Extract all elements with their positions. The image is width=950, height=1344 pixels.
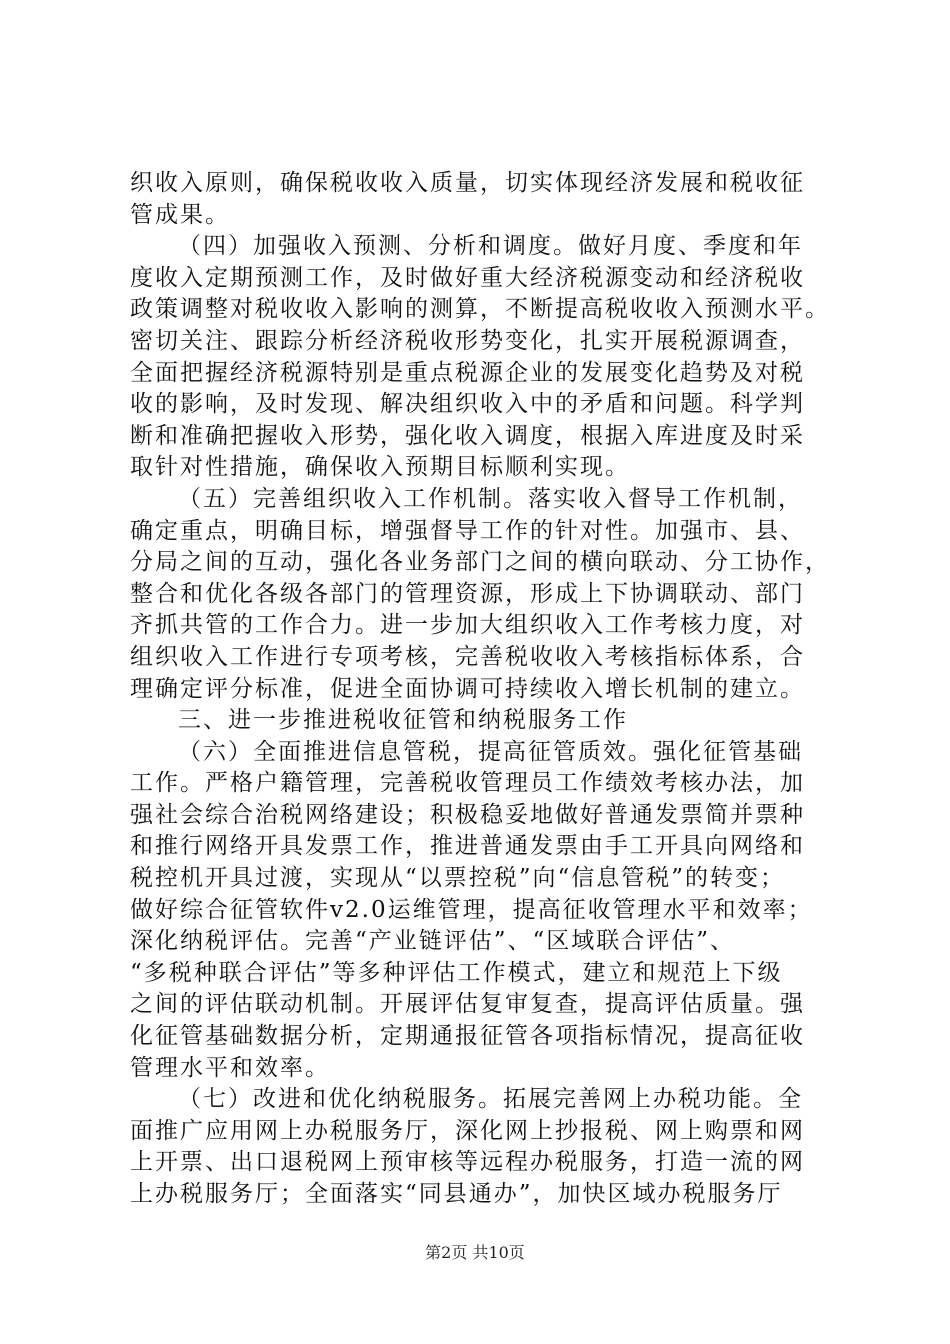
text-line: 面推广应用网上办税服务厅，深化网上抄报税、网上购票和网 <box>130 1117 805 1144</box>
text-line: “多税种联合评估”等多种评估工作模式，建立和规范上下级 <box>130 959 783 986</box>
chapter-heading-3: 三、进一步推进税收征管和纳税服务工作 <box>178 707 628 734</box>
text-line: 强社会综合治税网络建设；积极稳妥地做好普通发票简并票种 <box>130 801 805 828</box>
text-line: 化征管基础数据分析，定期通报征管各项指标情况，提高征收 <box>130 1023 805 1050</box>
text-line: 做好综合征管软件v2.0运维管理，提高征收管理水平和效率； <box>130 896 813 923</box>
text-line: 分局之间的互动，强化各业务部门之间的横向联动、分工协作， <box>130 549 830 576</box>
text-line: 管成果。 <box>130 201 230 228</box>
text-line: 齐抓共管的工作合力。进一步加大组织收入工作考核力度，对 <box>130 612 805 639</box>
text-line: 政策调整对税收收入影响的测算，不断提高税收收入预测水平。 <box>130 296 830 323</box>
text-line: 整合和优化各级各部门的管理资源，形成上下协调联动、部门 <box>130 580 805 607</box>
text-line: 上开票、出口退税网上预审核等远程办税服务，打造一流的网 <box>130 1149 805 1176</box>
text-line: 上办税服务厅；全面落实“同县通办”，加快区域办税服务厅 <box>130 1181 783 1207</box>
text-line: 全面把握经济税源特别是重点税源企业的发展变化趋势及对税 <box>130 359 805 386</box>
section-heading-4: （四）加强收入预测、分析和调度。做好月度、季度和年 <box>178 233 803 260</box>
text-line: 和推行网络开具发票工作，推进普通发票由手工开具向网络和 <box>130 833 805 860</box>
section-heading-7: （七）改进和优化纳税服务。拓展完善网上办税功能。全 <box>178 1086 803 1113</box>
text-line: 断和准确把握收入形势，强化收入调度，根据入库进度及时采 <box>130 422 805 449</box>
text-line: 织收入原则，确保税收收入质量，切实体现经济发展和税收征 <box>130 170 805 196</box>
text-line: 确定重点，明确目标，增强督导工作的针对性。加强市、县、 <box>130 517 805 544</box>
text-line: 度收入定期预测工作，及时做好重大经济税源变动和经济税收 <box>130 264 805 291</box>
section-heading-6: （六）全面推进信息管税，提高征管质效。强化征管基础 <box>178 738 803 765</box>
text-line: 收的影响，及时发现、解决组织收入中的矛盾和问题。科学判 <box>130 391 805 418</box>
text-line: 深化纳税评估。完善“产业链评估”、“区域联合评估”、 <box>130 928 736 955</box>
text-line: 取针对性措施，确保收入预期目标顺利实现。 <box>130 454 630 481</box>
text-line: 税控机开具过渡，实现从“以票控税”向“信息管税”的转变； <box>130 865 786 892</box>
text-line: 之间的评估联动机制。开展评估复审复查，提高评估质量。强 <box>130 991 805 1018</box>
text-line: 工作。严格户籍管理，完善税收管理员工作绩效考核办法，加 <box>130 770 805 797</box>
text-line: 组织收入工作进行专项考核，完善税收收入考核指标体系，合 <box>130 643 805 670</box>
text-line: 理确定评分标准，促进全面协调可持续收入增长机制的建立。 <box>130 675 805 702</box>
document-body <box>130 168 830 1211</box>
text-line: 密切关注、跟踪分析经济税收形势变化，扎实开展税源调查， <box>130 327 805 354</box>
section-heading-5: （五）完善组织收入工作机制。落实收入督导工作机制， <box>178 485 803 512</box>
text-line: 管理水平和效率。 <box>130 1054 330 1081</box>
page-number-footer: 第2页 共10页 <box>425 1243 525 1262</box>
